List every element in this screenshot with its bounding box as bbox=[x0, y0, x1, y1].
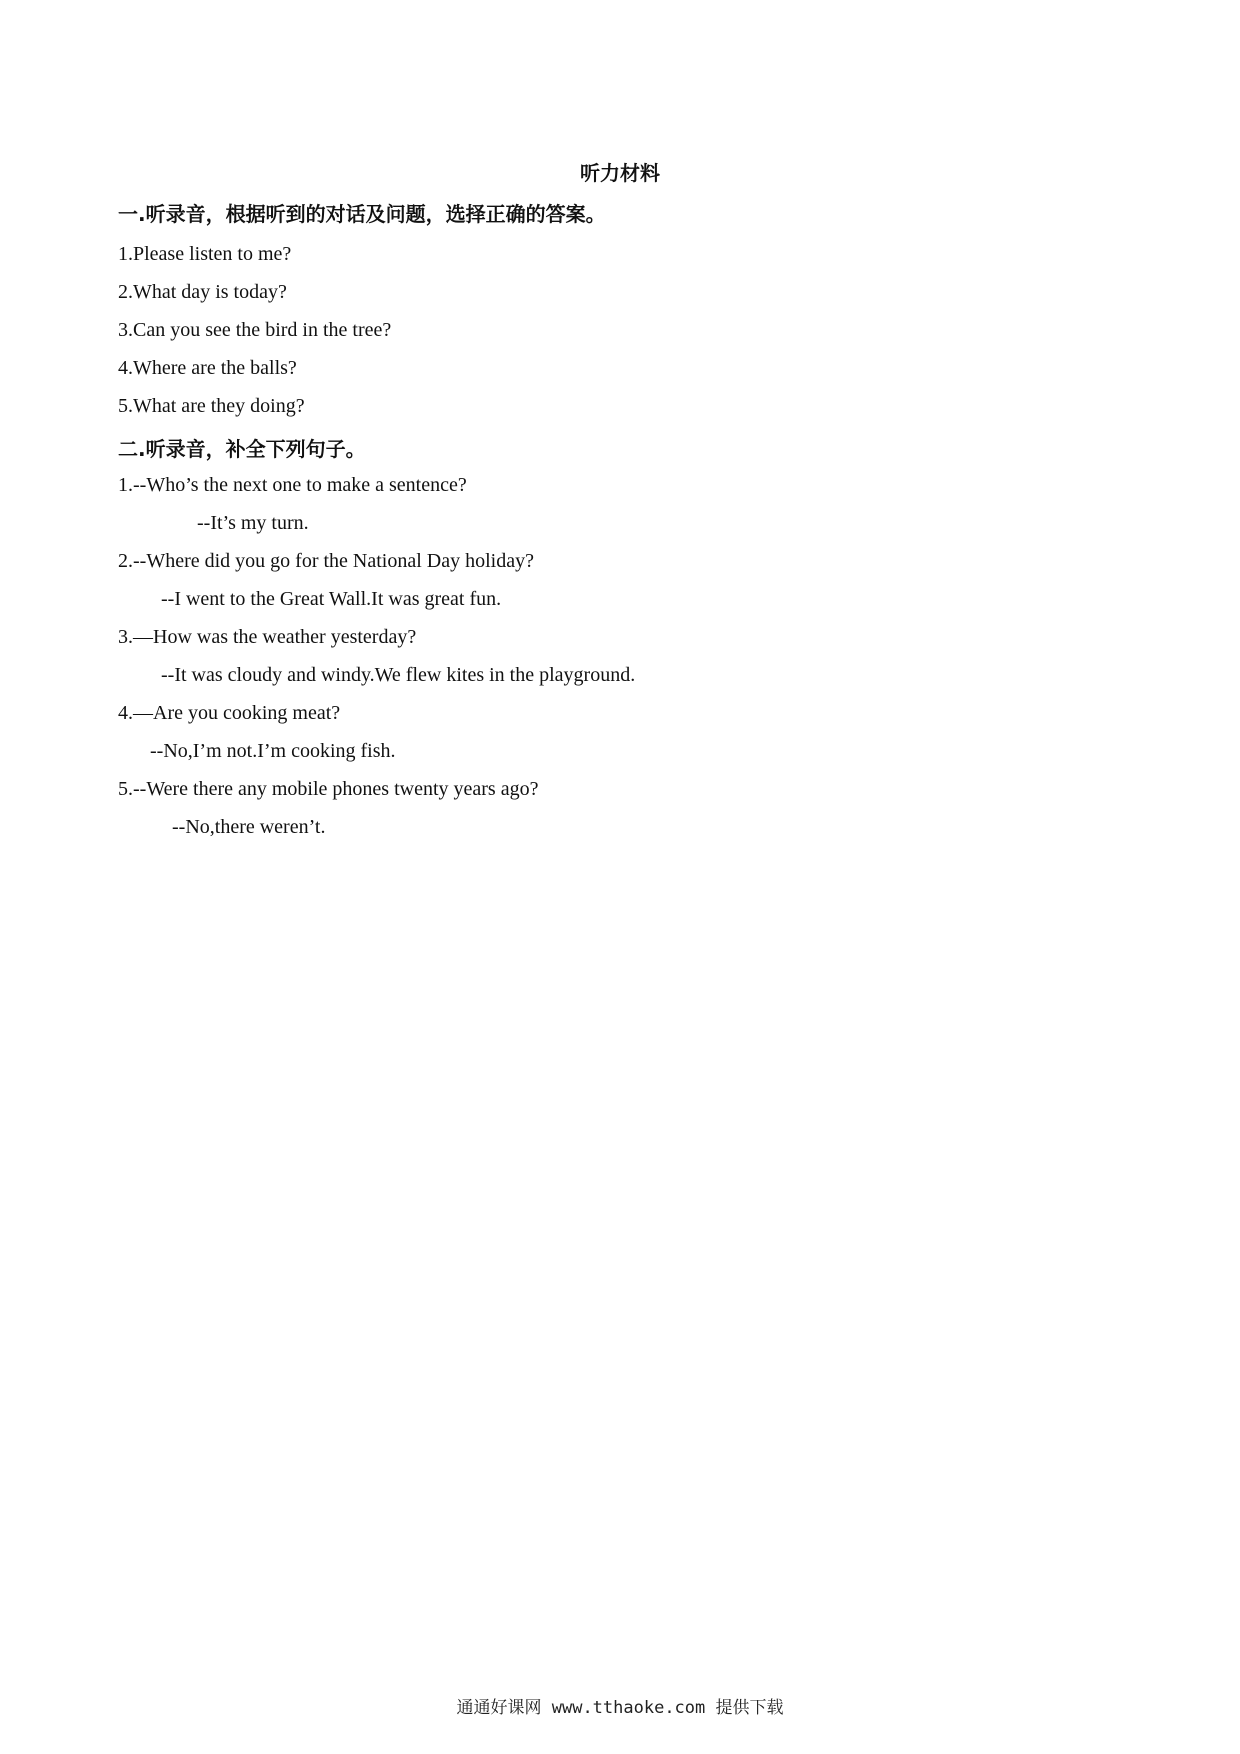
section-1-item-3: 3.Can you see the bird in the tree? bbox=[118, 319, 392, 341]
dialog-1-answer: --It’s my turn. bbox=[197, 512, 309, 534]
section-1-item-2: 2.What day is today? bbox=[118, 281, 287, 303]
dialog-2-answer: --I went to the Great Wall.It was great fun. bbox=[161, 588, 502, 610]
page-title: 听力材料 bbox=[580, 161, 660, 185]
dialog-4-answer: --No,I’m not.I’m cooking fish. bbox=[150, 740, 396, 762]
dialog-5-answer: --No,there weren’t. bbox=[172, 816, 326, 838]
dialog-4-question: 4.—Are you cooking meat? bbox=[118, 702, 341, 724]
section-1-item-4: 4.Where are the balls? bbox=[118, 357, 297, 379]
dialog-3-answer: --It was cloudy and windy.We flew kites in the playground. bbox=[161, 664, 636, 686]
dialog-3-question: 3.—How was the weather yesterday? bbox=[118, 626, 417, 648]
section-2-heading: 二.听录音，补全下列句子。 bbox=[118, 437, 366, 461]
dialog-2-question: 2.--Where did you go for the National Day holiday? bbox=[118, 550, 534, 572]
dialog-5-question: 5.--Were there any mobile phones twenty years ago? bbox=[118, 778, 539, 800]
section-1-item-5: 5.What are they doing? bbox=[118, 395, 305, 417]
section-1-heading: 一.听录音，根据听到的对话及问题，选择正确的答案。 bbox=[118, 202, 606, 226]
dialog-1-question: 1.--Who’s the next one to make a sentence? bbox=[118, 474, 467, 496]
section-1-item-1: 1.Please listen to me? bbox=[118, 243, 292, 265]
footer-download-note: 通通好课网 www.tthaoke.com 提供下载 bbox=[456, 1698, 784, 1718]
